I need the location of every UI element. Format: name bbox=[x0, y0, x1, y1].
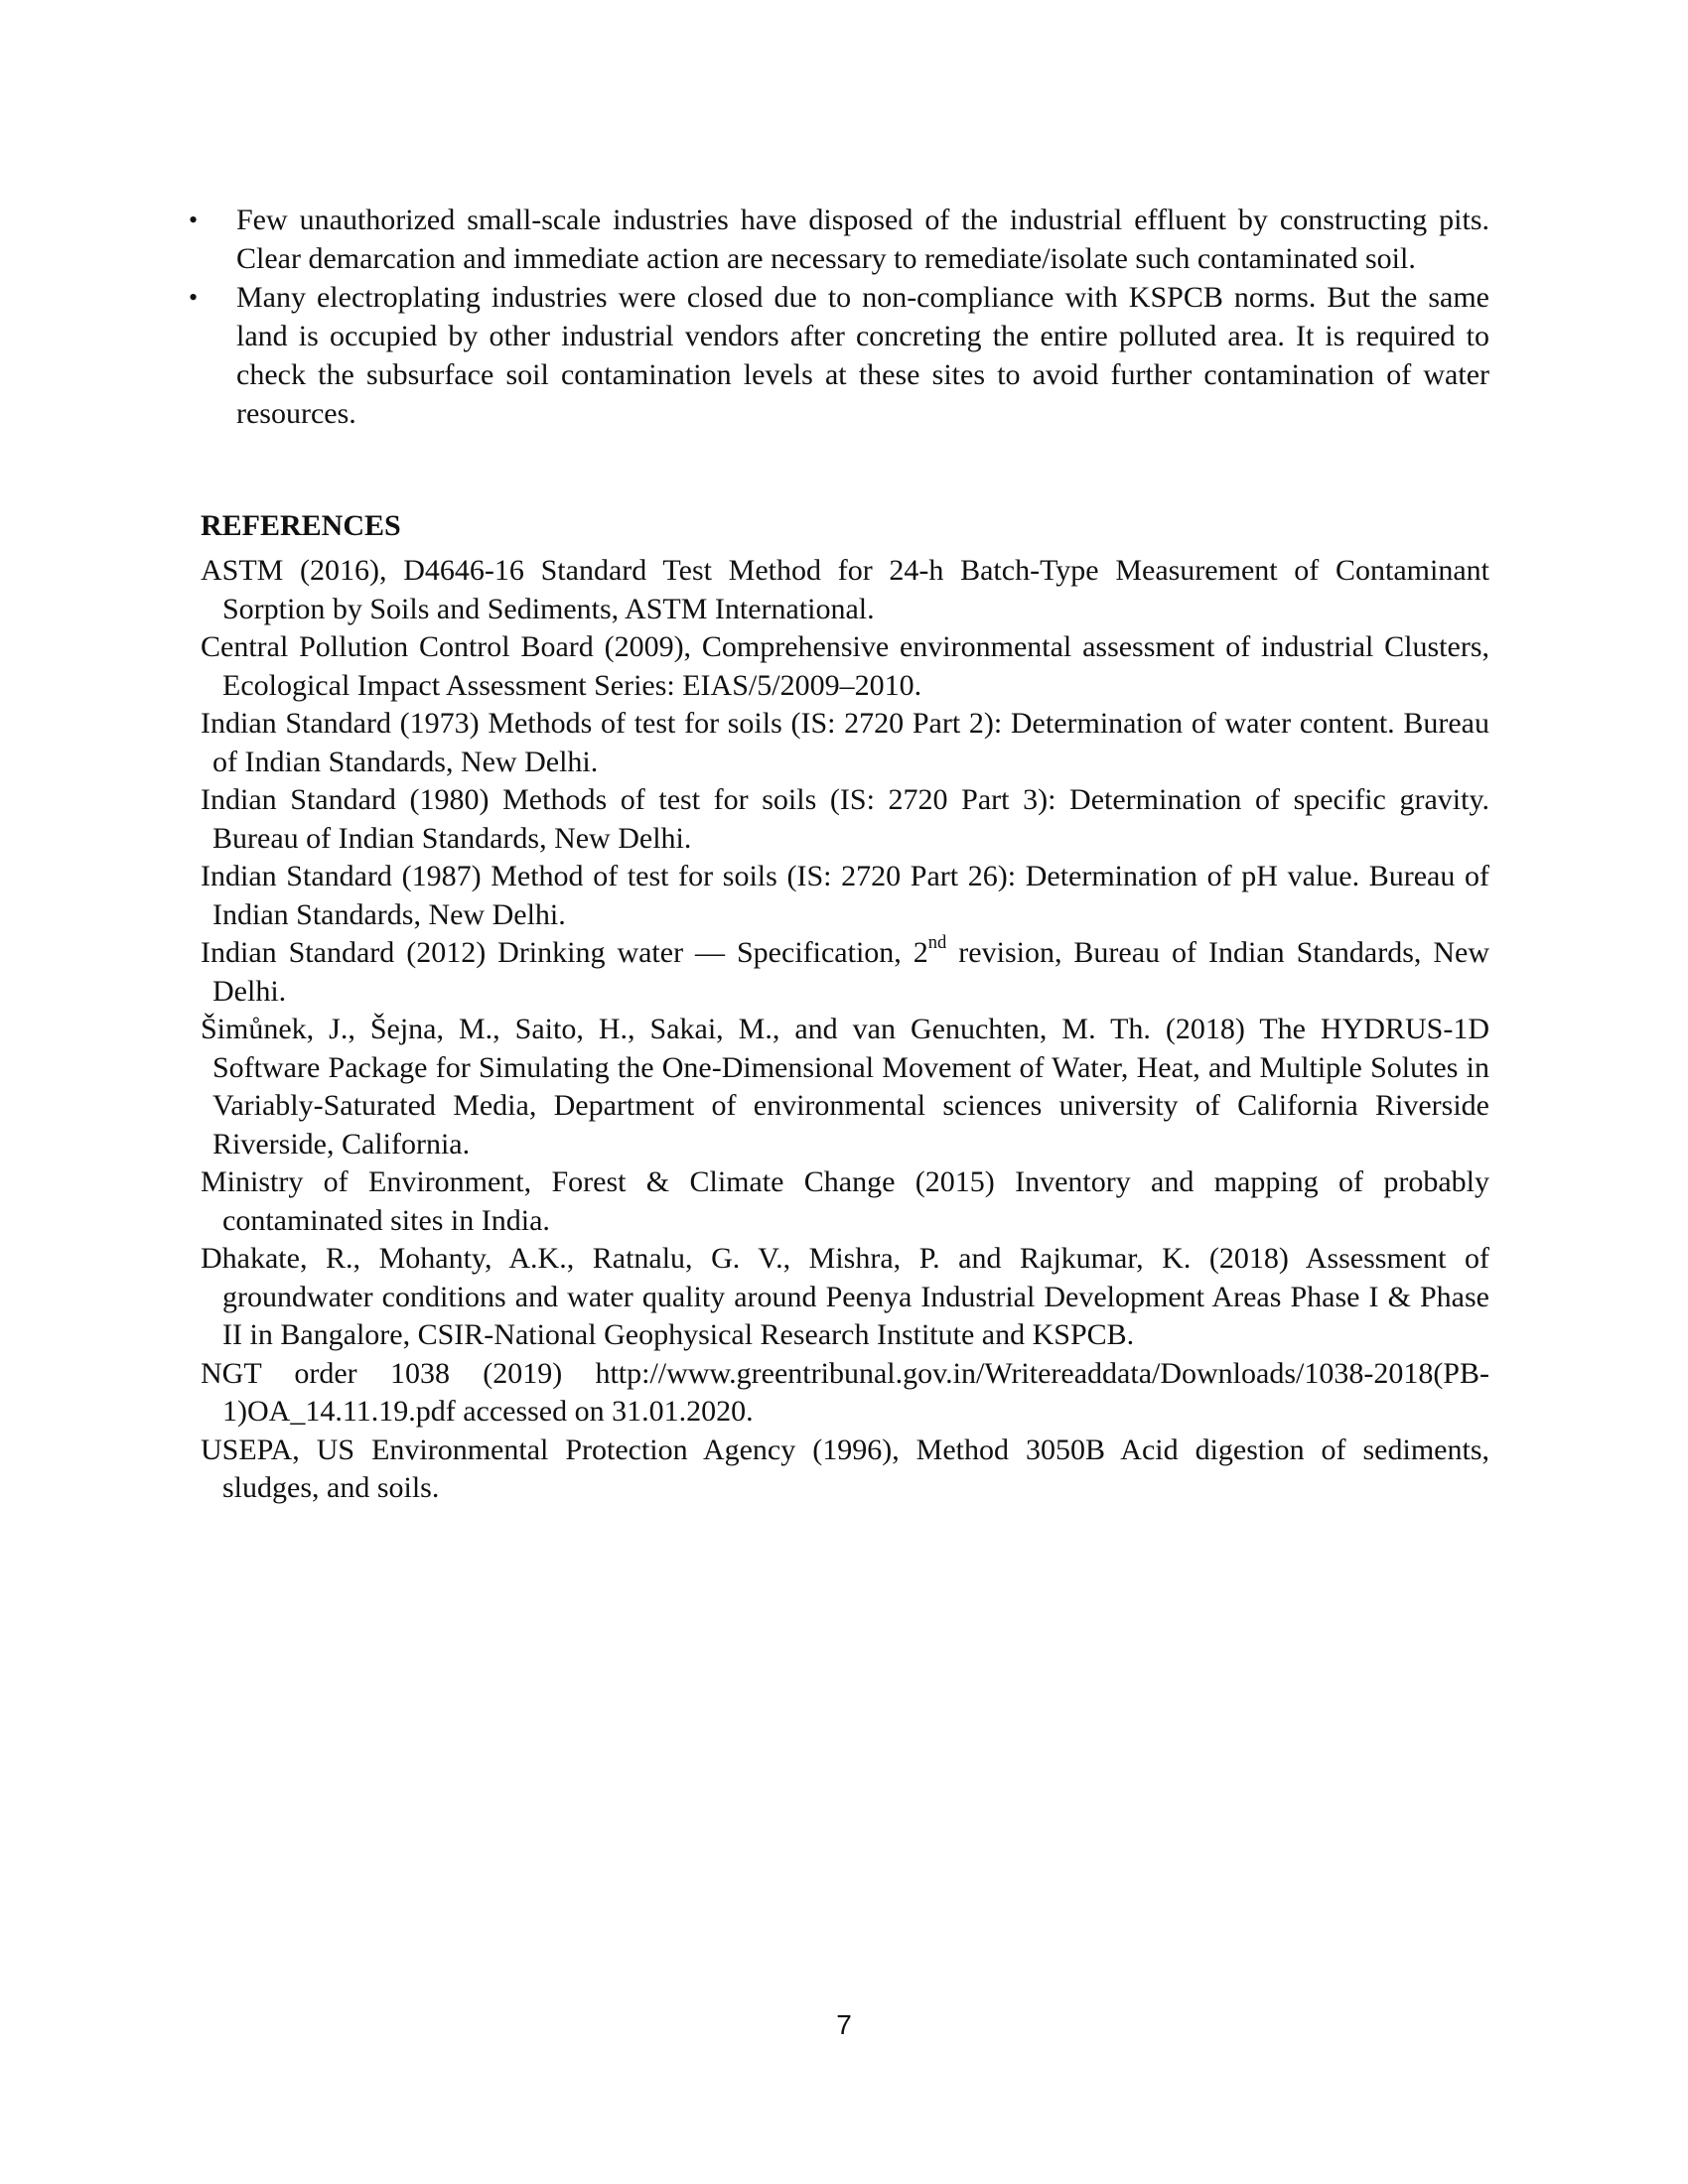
bullet-icon: • bbox=[189, 283, 199, 312]
reference-item: Indian Standard (1980) Methods of test for soils (IS: 2720 Part 3): Determination of specific gravity. Bureau of Indian Standards, New Delhi. bbox=[201, 783, 1489, 855]
reference-item: Ministry of Environment, Forest & Climate Change (2015) Inventory and mapping of probably contaminated sites in India. bbox=[201, 1165, 1489, 1237]
reference-item: Indian Standard (1973) Methods of test for soils (IS: 2720 Part 2): Determination of water content. Bureau of Indian Standards, New Delhi. bbox=[201, 707, 1489, 778]
reference-item: Šimůnek, J., Šejna, M., Saito, H., Sakai, M., and van Genuchten, M. Th. (2018) The HYDRUS-1D Software Package for Simulating the One-Dimensional Movement of Water, Heat, and Multiple Solutes in Variably-Saturated Media, Department of environmental sciences university of California Riverside Riverside, California. bbox=[201, 1013, 1489, 1160]
superscript-ordinal: nd bbox=[927, 932, 947, 954]
reference-text: revision, Bureau of Indian Standards, New Delhi. bbox=[212, 936, 1490, 1008]
references-heading: REFERENCES bbox=[201, 509, 401, 542]
bullet-text: Few unauthorized small-scale industries have disposed of the industrial effluent by constructing pits. Clear demarcation and immediate action are necessary to remediate/isolate such contaminated soil. bbox=[236, 204, 1489, 275]
reference-item: Dhakate, R., Mohanty, A.K., Ratnalu, G. V., Mishra, P. and Rajkumar, K. (2018) Assessment of groundwater conditions and water quality around Peenya Industrial Development Areas Phase I & Phase II in Bangalore, CSIR-National Geophysical Research Institute and KSPCB. bbox=[201, 1242, 1489, 1351]
reference-item: ASTM (2016), D4646-16 Standard Test Method for 24-h Batch-Type Measurement of Contaminant Sorption by Soils and Sediments, ASTM International. bbox=[201, 554, 1489, 625]
reference-item: Indian Standard (1987) Method of test for soils (IS: 2720 Part 26): Determination of pH value. Bureau of Indian Standards, New Delhi. bbox=[201, 860, 1489, 931]
bullet-item bbox=[189, 201, 1489, 278]
bullet-item bbox=[189, 278, 1489, 433]
reference-item: Central Pollution Control Board (2009), Comprehensive environmental assessment of industrial Clusters, Ecological Impact Assessment Series: EIAS/5/2009–2010. bbox=[201, 630, 1489, 702]
page-number: 7 bbox=[836, 2009, 852, 2040]
bullet-list bbox=[189, 201, 1489, 433]
reference-text: Indian Standard (2012) Drinking water — Specification, 2 bbox=[201, 936, 928, 969]
references-list bbox=[201, 552, 1489, 1508]
reference-item: NGT order 1038 (2019) http://www.greentribunal.gov.in/Writereaddata/Downloads/1038-2018(PB-1)OA_14.11.19.pdf accessed on 31.01.2020. bbox=[201, 1356, 1489, 1428]
reference-item: USEPA, US Environmental Protection Agency (1996), Method 3050B Acid digestion of sediments, sludges, and soils. bbox=[201, 1433, 1489, 1504]
bullet-icon: • bbox=[189, 205, 199, 234]
bullet-text: Many electroplating industries were closed due to non-compliance with KSPCB norms. But the same land is occupied by other industrial vendors after concreting the entire polluted area. It is required to check the subsurface soil contamination levels at these sites to avoid further contamination of water resources. bbox=[236, 281, 1489, 430]
reference-item bbox=[201, 934, 1489, 1011]
